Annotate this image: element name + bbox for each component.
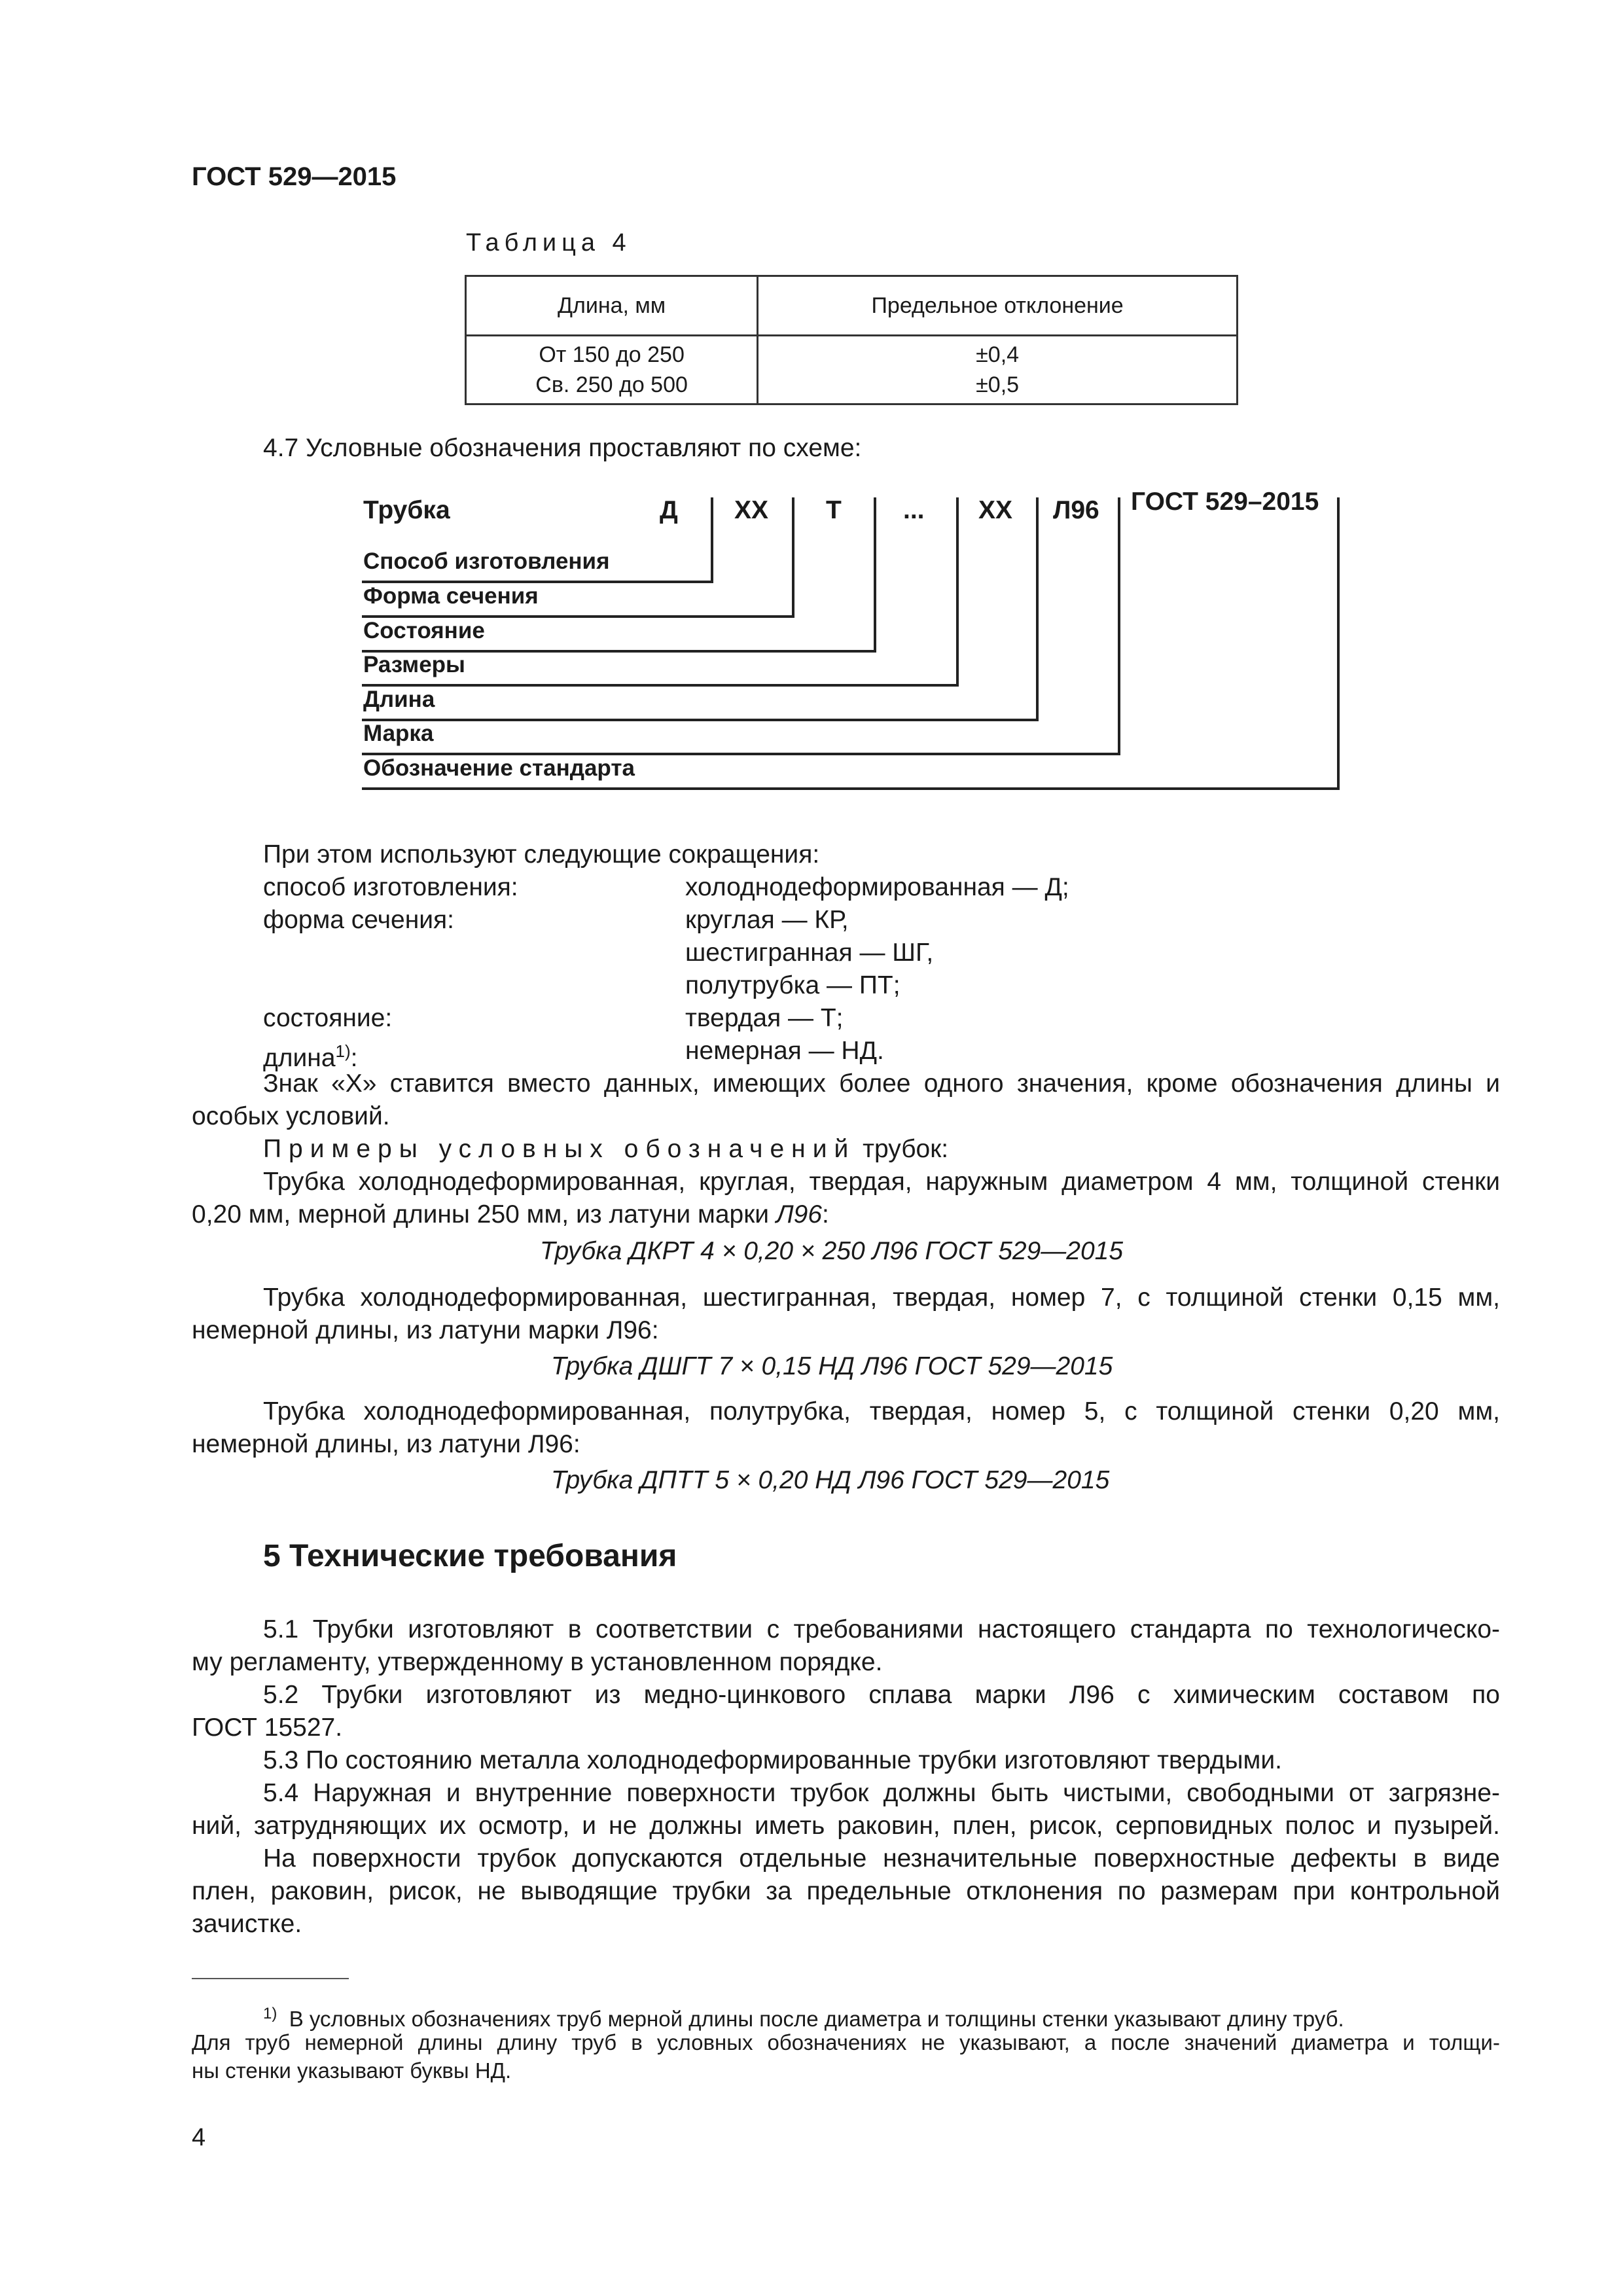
example-3-line: Трубка холоднодеформированная, полутрубка, твердая, номер 5, с толщиной стенки 0,20 мм, [263, 1397, 1500, 1426]
example-1-grade: Л96 [776, 1200, 823, 1229]
surface-defects-line: плен, раковин, рисок, не выводящие трубки за предельные отклонения по размерам при контрольной [192, 1877, 1500, 1905]
clause-5-3: 5.3 По состоянию металла холоднодеформированные трубки изготовляют твердыми. [263, 1746, 1282, 1774]
column-header-deviation: Предельное отклонение [758, 276, 1238, 336]
scheme-code-grade: Л96 [1053, 496, 1099, 524]
bracket-line-standard [362, 497, 1338, 789]
scheme-label-state: Состояние [363, 618, 485, 643]
length-value: Св. 250 до 500 [535, 372, 688, 397]
examples-heading-spaced: Примеры условных обозначений [263, 1135, 856, 1163]
abbrev-value: немерная — НД. [685, 1037, 884, 1065]
footnote-line: ны стенки указывают буквы НД. [192, 2058, 512, 2083]
example-1-line: Трубка холоднодеформированная, круглая, твердая, наружным диаметром 4 мм, толщиной стенки [263, 1168, 1500, 1196]
example-2-designation: Трубка ДШГТ 7 × 0,15 НД Л96 ГОСТ 529—2015 [551, 1352, 1113, 1380]
example-3-line: немерной длины, из латуни Л96: [192, 1430, 580, 1458]
abbrev-value: круглая — КР, [685, 906, 849, 934]
deviation-value: ±0,4 [976, 342, 1020, 367]
clause-5-4-line: ний, затрудняющих их осмотр, и не должны иметь раковин, плен, рисок, серповидных полос и пузырей. [192, 1812, 1500, 1840]
scheme-code-length: ХХ [978, 496, 1013, 524]
note-x-line: особых условий. [192, 1102, 390, 1130]
footnote-divider [192, 1978, 349, 1979]
scheme-label-section: Форма сечения [363, 583, 539, 609]
abbrev-term: способ изготовления: [263, 873, 518, 901]
abbrev-value: полутрубка — ПТ; [685, 971, 901, 999]
scheme-label-method: Способ изготовления [363, 548, 610, 574]
clause-5-2-line: 5.2 Трубки изготовляют из медно-цинкового сплава марки Л96 с химическим составом по [263, 1681, 1500, 1709]
abbrev-term-text: длина [263, 1044, 336, 1072]
note-x-line: Знак «Х» ставится вместо данных, имеющих более одного значения, кроме обозначения длины и [263, 1069, 1500, 1098]
scheme-product-name: Трубка [363, 496, 450, 524]
scheme-code-sizes: ... [903, 496, 925, 524]
length-value: От 150 до 250 [539, 342, 685, 367]
scheme-code-state: Т [826, 496, 842, 524]
example-1-line [192, 1198, 829, 1231]
page-number: 4 [192, 2124, 206, 2151]
scheme-label-length: Длина [363, 687, 435, 712]
clause-5-1-line: 5.1 Трубки изготовляют в соответствии с требованиями настоящего стандарта по технологическо- [263, 1615, 1500, 1643]
footnote-line: Для труб немерной длины длину труб в условных обозначениях не указывают, а после значений диаметра и толщи- [192, 2030, 1500, 2054]
column-header-length: Длина, мм [466, 276, 758, 336]
scheme-code-standard: ГОСТ 529–2015 [1131, 488, 1319, 516]
table-caption: Таблица 4 [466, 229, 632, 257]
footnote-reference[interactable]: 1) [335, 1041, 351, 1061]
example-1-designation: Трубка ДКРТ 4 × 0,20 × 250 Л96 ГОСТ 529—2015 [540, 1237, 1124, 1265]
document-code-header: ГОСТ 529—2015 [192, 162, 397, 191]
abbrev-value: шестигранная — ШГ, [685, 939, 934, 967]
scheme-label-standard: Обозначение стандарта [363, 755, 635, 781]
example-2-line: немерной длины, из латуни марки Л96: [192, 1316, 659, 1344]
footnote-mark: 1) [263, 2005, 277, 2022]
abbrev-term: форма сечения: [263, 906, 454, 934]
designation-scheme-lines [0, 0, 1623, 851]
surface-defects-line: На поверхности трубок допускаются отдельные незначительные поверхностные дефекты в виде [263, 1844, 1500, 1873]
section-5-title: 5 Технические требования [263, 1539, 677, 1573]
surface-defects-line: зачистке. [192, 1910, 302, 1938]
clause-5-2-line: ГОСТ 15527. [192, 1713, 343, 1742]
example-1-text: 0,20 мм, мерной длины 250 мм, из латуни марки [192, 1200, 776, 1229]
clause-4-7: 4.7 Условные обозначения проставляют по схеме: [263, 434, 862, 462]
footnote-text: В условных обозначениях труб мерной длины после диаметра и толщины стенки указывают длину труб. [289, 2007, 1344, 2031]
scheme-code-method: Д [660, 496, 678, 524]
scheme-code-section: ХХ [734, 496, 769, 524]
abbrev-term: состояние: [263, 1004, 393, 1032]
abbrev-value: холоднодеформированная — Д; [685, 873, 1069, 901]
deviation-value: ±0,5 [976, 372, 1020, 397]
scheme-label-sizes: Размеры [363, 652, 465, 677]
examples-heading [263, 1133, 948, 1166]
example-3-designation: Трубка ДПТТ 5 × 0,20 НД Л96 ГОСТ 529—2015 [551, 1466, 1110, 1494]
example-1-colon: : [822, 1200, 829, 1229]
clause-5-1-line: му регламенту, утвержденному в установленном порядке. [192, 1648, 883, 1676]
clause-5-4-line: 5.4 Наружная и внутренние поверхности трубок должны быть чистыми, свободными от загрязне- [263, 1779, 1500, 1807]
scheme-label-grade: Марка [363, 721, 434, 746]
abbreviations-intro: При этом используют следующие сокращения: [263, 840, 820, 869]
abbrev-value: твердая — Т; [685, 1004, 844, 1032]
abbrev-term-tail: : [350, 1044, 358, 1072]
example-2-line: Трубка холоднодеформированная, шестигранная, твердая, номер 7, с толщиной стенки 0,15 мм, [263, 1283, 1500, 1312]
examples-heading-tail: трубок: [863, 1135, 949, 1163]
